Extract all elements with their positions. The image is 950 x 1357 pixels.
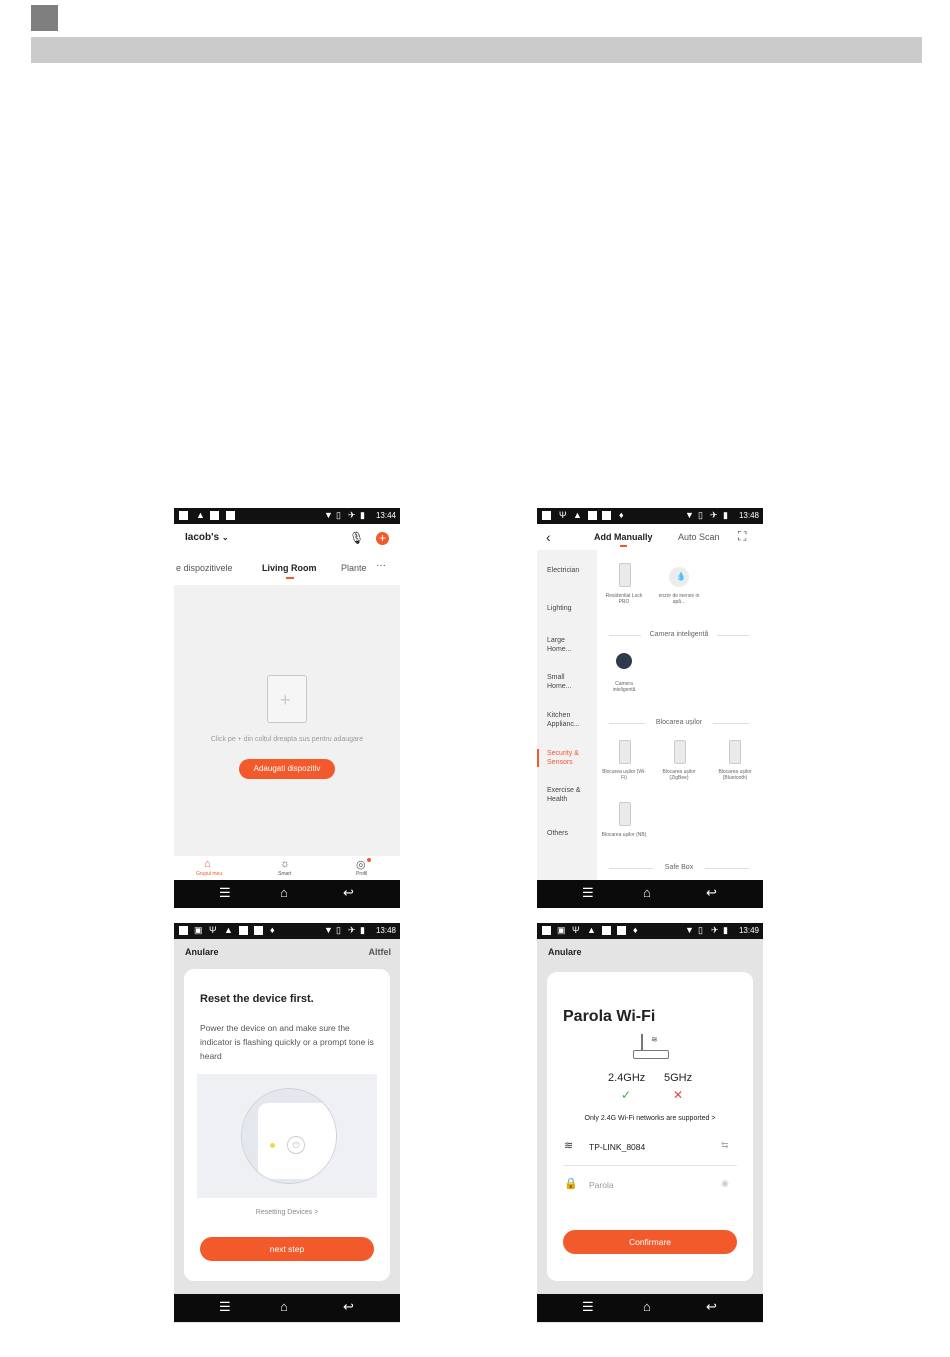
section-marker bbox=[31, 5, 58, 31]
password-input[interactable]: Parola bbox=[589, 1180, 614, 1190]
status-bar: ▣ Ψ ▲ ♦ ▼ ▯ ✈ ▮ 13:48 bbox=[174, 923, 400, 939]
battery-icon: ▮ bbox=[723, 510, 728, 520]
bottom-tab-bar bbox=[174, 856, 400, 880]
card-title: Reset the device first. bbox=[200, 993, 314, 1005]
router-icon: ≋ bbox=[633, 1034, 667, 1060]
divider bbox=[717, 635, 749, 636]
tab-smart[interactable]: Smart bbox=[278, 871, 292, 877]
system-nav-bar bbox=[174, 1294, 400, 1322]
battery-icon: ▮ bbox=[360, 925, 365, 935]
lock-icon: 🔒 bbox=[564, 1178, 578, 1190]
band-5g-label: 5GHz bbox=[664, 1072, 693, 1084]
home-nav-icon[interactable]: ⌂ bbox=[280, 1299, 288, 1314]
empty-state bbox=[174, 585, 400, 856]
sim-icon: ▯ bbox=[336, 925, 341, 935]
card-title: Parola Wi-Fi bbox=[563, 1008, 656, 1025]
switch-network-icon[interactable]: ⇆ bbox=[721, 1140, 729, 1150]
water-drop-icon: 💧 bbox=[676, 572, 686, 581]
menu-icon[interactable]: ☰ bbox=[219, 1299, 231, 1314]
back-icon[interactable]: ↩ bbox=[706, 885, 717, 900]
next-step-button[interactable]: next step bbox=[200, 1237, 374, 1261]
lock-device-image bbox=[619, 802, 631, 826]
wifi-icon: ▼ bbox=[685, 510, 694, 520]
phone-home-screen bbox=[174, 508, 400, 908]
microphone-icon[interactable]: 🎙 bbox=[349, 531, 365, 545]
device-label[interactable]: Camera inteligentă bbox=[612, 681, 636, 693]
category-item[interactable]: Large Home... bbox=[547, 637, 572, 653]
confirm-button[interactable]: Confirmare bbox=[563, 1230, 737, 1254]
tab-my-group[interactable]: Grupul meu bbox=[196, 871, 223, 877]
category-item[interactable]: Others bbox=[547, 830, 569, 837]
wifi-ssid[interactable]: TP-LINK_8084 bbox=[589, 1142, 646, 1152]
system-nav-bar bbox=[537, 1294, 763, 1322]
divider bbox=[705, 868, 749, 869]
sim-icon: ▯ bbox=[698, 510, 703, 520]
tab-add-manually[interactable]: Add Manually bbox=[594, 532, 653, 542]
camera-image bbox=[616, 653, 632, 669]
tab-indicator bbox=[286, 577, 294, 579]
device-label[interactable]: Blocarea ușilor (Bluetooth) bbox=[718, 769, 752, 781]
menu-icon[interactable]: ☰ bbox=[582, 1299, 594, 1314]
profile-icon[interactable]: ◎ bbox=[356, 859, 366, 871]
document-add-icon: + bbox=[267, 675, 307, 723]
airplane-icon: ✈ bbox=[710, 510, 718, 520]
divider bbox=[563, 1165, 737, 1166]
home-nav-icon[interactable]: ⌂ bbox=[280, 885, 288, 900]
category-item[interactable]: Small Home... bbox=[547, 674, 572, 690]
category-item-selected[interactable]: Security & Sensors bbox=[547, 750, 579, 766]
warning-icon: ▲ bbox=[224, 925, 233, 935]
cross-icon: ✕ bbox=[673, 1088, 684, 1102]
back-icon[interactable]: ↩ bbox=[706, 1299, 717, 1314]
image-icon: ▣ bbox=[557, 925, 566, 935]
divider bbox=[713, 723, 749, 724]
smart-icon[interactable]: ☼ bbox=[280, 858, 291, 870]
device-illustration bbox=[197, 1074, 377, 1198]
category-item[interactable]: Electrician bbox=[547, 567, 580, 574]
home-icon[interactable]: ⌂ bbox=[204, 858, 211, 870]
notification-dot bbox=[367, 858, 371, 862]
menu-icon[interactable]: ☰ bbox=[582, 885, 594, 900]
pin-icon: ♦ bbox=[270, 925, 275, 935]
usb-icon: Ψ bbox=[209, 925, 217, 935]
sim-icon: ▯ bbox=[336, 510, 341, 520]
scan-icon[interactable]: ⛶ bbox=[738, 529, 747, 543]
warning-icon: ▲ bbox=[573, 510, 582, 520]
tab-profile[interactable]: Profil bbox=[356, 871, 368, 877]
resetting-devices-link[interactable]: Resetting Devices > bbox=[255, 1209, 319, 1216]
image-icon: ▣ bbox=[194, 925, 203, 935]
pin-icon: ♦ bbox=[633, 925, 638, 935]
category-item[interactable]: Kitchen Applianc... bbox=[547, 712, 580, 728]
device-label[interactable]: Blocarea ușilor (NB) bbox=[601, 832, 647, 838]
phone-reset-device bbox=[174, 923, 400, 1323]
wifi-icon: ≋ bbox=[564, 1140, 574, 1152]
warning-icon: ▲ bbox=[587, 925, 596, 935]
device-label[interactable]: enzor de inersie in apă... bbox=[658, 593, 700, 605]
section-title: Safe Box bbox=[664, 864, 694, 871]
airplane-icon: ✈ bbox=[348, 510, 356, 520]
cancel-button[interactable]: Anulare bbox=[185, 947, 219, 957]
divider bbox=[609, 635, 641, 636]
phone-add-device bbox=[537, 508, 763, 908]
check-icon: ✓ bbox=[621, 1088, 632, 1102]
wifi-support-note[interactable]: Only 2.4G Wi-Fi networks are supported > bbox=[584, 1115, 716, 1122]
back-arrow-icon[interactable]: ‹ bbox=[546, 529, 551, 545]
system-nav-bar bbox=[174, 880, 400, 908]
band-2g-label: 2.4GHz bbox=[608, 1072, 646, 1084]
card-body: Power the device on and make sure the indicator is flashing quickly or a prompt tone is heard bbox=[200, 1023, 374, 1061]
sim-icon: ▯ bbox=[698, 925, 703, 935]
more-icon[interactable]: ··· bbox=[376, 560, 386, 571]
device-label[interactable]: Residential Lock PRO bbox=[605, 593, 643, 605]
cancel-button[interactable]: Anulare bbox=[548, 947, 582, 957]
eye-icon[interactable]: ◉ bbox=[721, 1178, 729, 1188]
usb-icon: Ψ bbox=[559, 510, 567, 520]
menu-icon[interactable]: ☰ bbox=[219, 885, 231, 900]
airplane-icon: ✈ bbox=[711, 925, 719, 935]
category-sidebar bbox=[537, 550, 597, 880]
status-bar: ▲ ▼ ▯ ✈ ▮ 13:44 bbox=[174, 508, 400, 524]
status-bar: Ψ ▲ ♦ ▼ ▯ ✈ ▮ 13:48 bbox=[537, 508, 763, 524]
wifi-icon: ▼ bbox=[685, 925, 694, 935]
home-selector[interactable]: Iacob's ⌄ bbox=[185, 532, 229, 543]
wifi-card bbox=[547, 972, 753, 1281]
category-item[interactable]: Exercise & Health bbox=[547, 787, 581, 803]
lock-device-image bbox=[674, 740, 686, 764]
lock-device-image bbox=[619, 563, 631, 587]
add-icon[interactable]: + bbox=[376, 532, 389, 545]
divider bbox=[609, 723, 645, 724]
category-item[interactable]: Lighting bbox=[547, 605, 572, 612]
tab-indicator bbox=[620, 545, 627, 547]
battery-icon: ▮ bbox=[360, 510, 365, 520]
other-button[interactable]: Altfel bbox=[368, 947, 391, 957]
system-nav-bar bbox=[537, 880, 763, 908]
tab-auto-scan[interactable]: Auto Scan bbox=[678, 532, 720, 542]
device-label[interactable]: Blocarea ușilor (Wi-Fi) bbox=[602, 769, 646, 781]
usb-icon: Ψ bbox=[572, 925, 580, 935]
phone-wifi-password bbox=[537, 923, 763, 1323]
reset-card bbox=[184, 969, 390, 1281]
add-device-button[interactable]: Adaugati dispozitiv bbox=[239, 759, 335, 779]
lock-device-image bbox=[729, 740, 741, 764]
empty-hint: Click pe + din colțul dreapta sus pentru adaugare bbox=[210, 736, 364, 743]
warning-icon: ▲ bbox=[196, 510, 205, 520]
airplane-icon: ✈ bbox=[348, 925, 356, 935]
home-nav-icon[interactable]: ⌂ bbox=[643, 885, 651, 900]
home-nav-icon[interactable]: ⌂ bbox=[643, 1299, 651, 1314]
indicator-light bbox=[270, 1143, 275, 1148]
battery-icon: ▮ bbox=[723, 925, 728, 935]
tab-all-devices[interactable]: e dispozitivele bbox=[176, 563, 233, 573]
tab-living-room[interactable]: Living Room bbox=[262, 563, 317, 573]
pin-icon: ♦ bbox=[619, 510, 624, 520]
header-bar bbox=[31, 37, 922, 63]
divider bbox=[609, 868, 653, 869]
wifi-icon: ▼ bbox=[324, 925, 333, 935]
category-selected-marker bbox=[537, 749, 539, 767]
lock-device-image bbox=[619, 740, 631, 764]
back-icon[interactable]: ↩ bbox=[343, 885, 354, 900]
section-title: Camera inteligentă bbox=[649, 631, 709, 638]
power-icon: ⏻ bbox=[287, 1136, 305, 1154]
section-title: Blocarea ușilor bbox=[655, 719, 703, 726]
status-bar: ▣ Ψ ▲ ♦ ▼ ▯ ✈ ▮ 13:49 bbox=[537, 923, 763, 939]
tab-plants[interactable]: Plante bbox=[341, 563, 367, 573]
back-icon[interactable]: ↩ bbox=[343, 1299, 354, 1314]
wifi-icon: ▼ bbox=[324, 510, 333, 520]
device-label[interactable]: Blocarea ușilor (ZigBee) bbox=[662, 769, 696, 781]
